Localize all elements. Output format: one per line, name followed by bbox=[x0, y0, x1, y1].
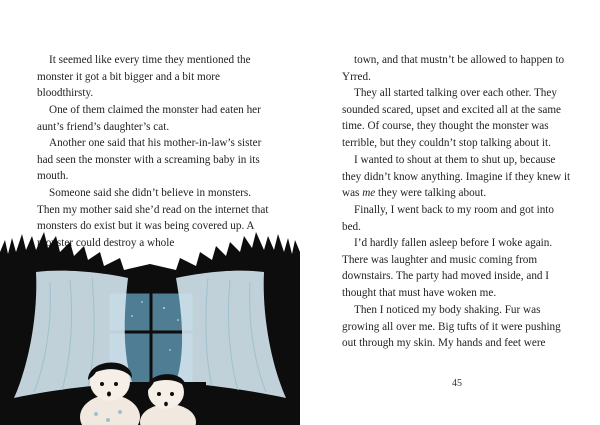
paragraph: Another one said that his mother-in-law’s sister had seen the monster with a screaming baby in its mouth. bbox=[37, 137, 262, 183]
paragraph bbox=[342, 152, 572, 202]
paragraph: Then I noticed my body shaking. Fur was growing all over me. Big tufts of it were pushing out through my skin. My hands and feet were bbox=[342, 304, 561, 350]
paragraph: Finally, I went back to my room and got into bed. bbox=[342, 204, 554, 233]
page-number: 45 bbox=[452, 378, 462, 389]
paragraph-text: I wanted to shout at them to shut up, because they didn’t know anything. Imagine if they knew it was bbox=[342, 154, 571, 200]
paragraph-text: they were talking about. bbox=[375, 187, 487, 200]
paragraph: Someone said she didn’t believe in monsters. Then my mother said she’d read on the internet that monsters do exist but it was being covered up. A monster could destroy a whole bbox=[37, 187, 269, 249]
paragraph: town, and that mustn’t be allowed to happen to Yrred. bbox=[342, 54, 565, 83]
paragraph: They all started talking over each other. They sounded scared, upset and excited all at the same time. Of course, they thought the monster was terrible, but they couldn’t stop talking about it. bbox=[342, 87, 562, 149]
paragraph: One of them claimed the monster had eaten her aunt’s friend’s daughter’s cat. bbox=[37, 104, 261, 133]
emphasis-text: me bbox=[362, 187, 376, 200]
illustration bbox=[0, 232, 300, 425]
paragraph: It seemed like every time they mentioned the monster it got a bit bigger and a bit more bloodthirsty. bbox=[37, 54, 251, 100]
paragraph: I’d hardly fallen asleep before I woke again. There was laughter and music coming from downstairs. The party had moved inside, and I thought that must have woken me. bbox=[342, 237, 553, 299]
